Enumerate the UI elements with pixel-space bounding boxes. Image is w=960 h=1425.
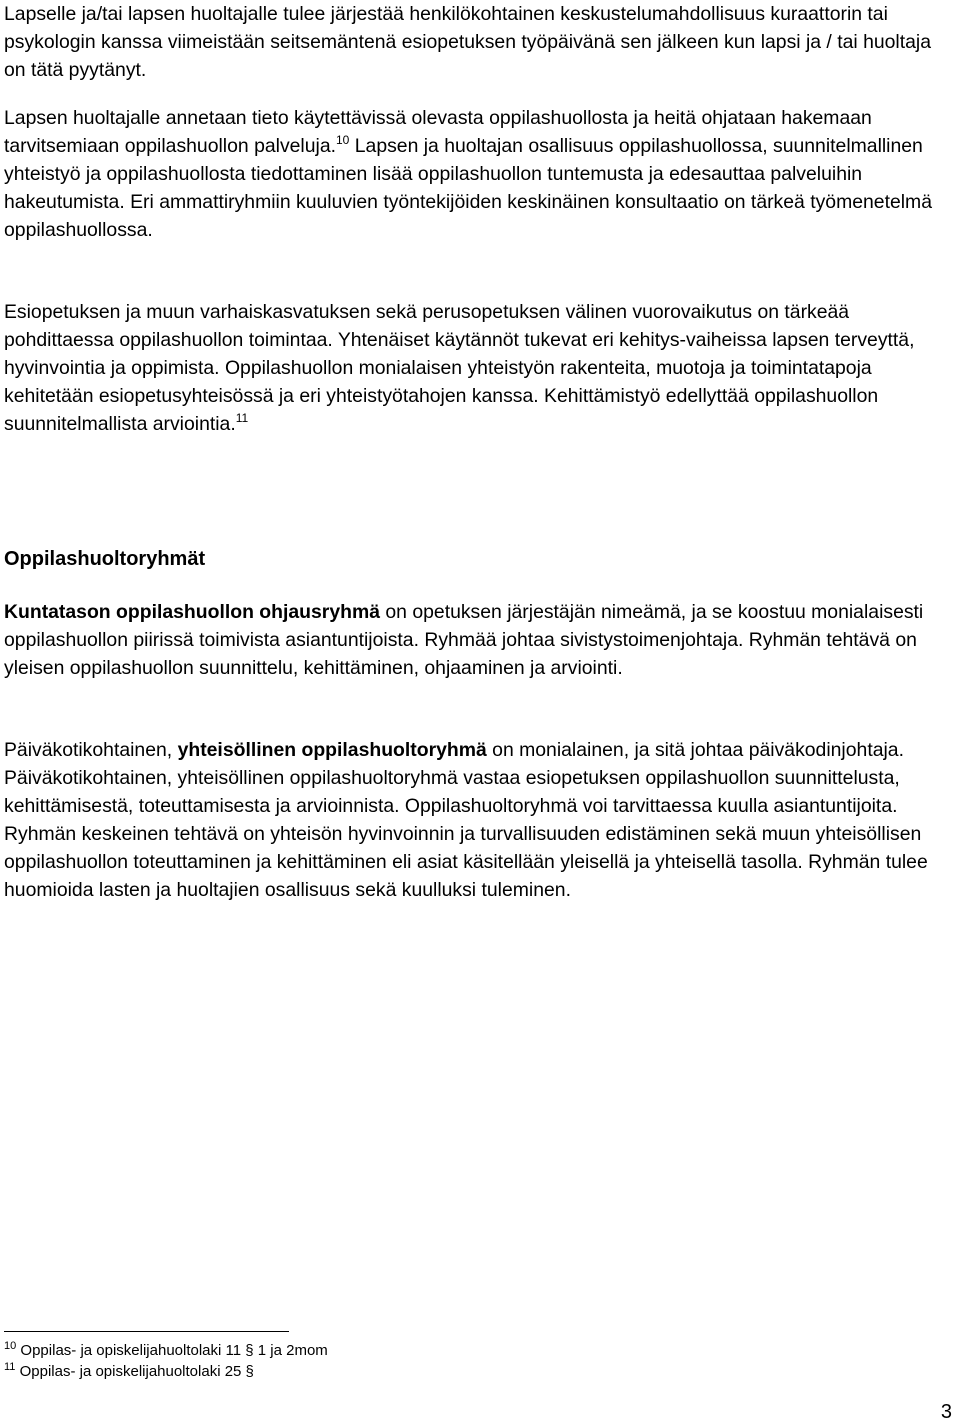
footnote: [4, 1361, 328, 1382]
paragraph-text: Päiväkotikohtainen,: [4, 739, 178, 761]
paragraph-guardian-information: [4, 104, 954, 244]
footnote-number: 10: [4, 1340, 17, 1352]
footnote: [4, 1340, 328, 1361]
paragraph-interaction: [4, 298, 954, 438]
bold-term: Kuntatason oppilashuollon ohjausryhmä: [4, 601, 380, 623]
footnote-reference: 11: [235, 411, 249, 426]
footnote-text: Oppilas- ja opiskelijahuoltolaki 11 § 1 ja 2mom: [20, 1342, 328, 1359]
page-number: 3: [940, 1401, 952, 1423]
paragraph-consultation-right: [4, 0, 954, 84]
paragraph-text: Lapsen ja huoltajan osallisuus oppilashuollossa, suunnitelmallinen yhteistyö ja oppilashuollosta tiedottaminen lisää oppilashuollon tuntemusta ja edesauttaa palveluihin hakeutumista. Eri ammattiryhmiin kuuluvien työntekijöiden keskinäinen konsultaatio on tärkeä työmenetelmä oppilashuollossa.: [4, 135, 932, 242]
paragraph-steering-group: [4, 598, 954, 682]
footnote-text: Oppilas- ja opiskelijahuoltolaki 25 §: [19, 1363, 254, 1380]
bold-term: yhteisöllinen oppilashuoltoryhmä: [177, 739, 487, 761]
paragraph-text: Lapsen huoltajalle annetaan tieto käytettävissä olevasta oppilashuollosta ja heitä ohjataan hakemaan tarvitsemiaan oppilashuollon palveluja.: [4, 107, 872, 158]
paragraph-text: on opetuksen järjestäjän nimeämä, ja se koostuu monialaisesti oppilashuollon piirissä toimivista asiantuntijoista. Ryhmää johtaa sivistystoimenjohtaja. Ryhmän tehtävä on yleisen oppilashuollon suunnittelu, kehittäminen, ohjaaminen ja arviointi.: [4, 601, 924, 680]
footnote-number: 11: [4, 1361, 16, 1373]
footnotes: [4, 1340, 328, 1382]
section-heading: Oppilashuoltoryhmät: [4, 548, 206, 570]
footnote-reference: 10: [336, 133, 350, 148]
paragraph-community-group: [4, 736, 954, 905]
paragraph-text: Esiopetuksen ja muun varhaiskasvatuksen sekä perusopetuksen välinen vuorovaikutus on tärkeää pohdittaessa oppilashuollon toimintaa. Yhtenäiset käytännöt tukevat eri kehitys-vaiheissa lapsen terveyttä, hyvinvointia ja oppimista. Oppilashuollon monialaisen yhteistyön rakenteita, muotoja ja toimintatapoja kehitetään esiopetusyhteisössä ja eri yhteistyötahojen kanssa. Kehittämistyö edellyttää oppilashuollon suunnitelmallista arviointia.: [4, 301, 915, 436]
footnote-divider: [4, 1331, 289, 1332]
paragraph-text: on monialainen, ja sitä johtaa päiväkodinjohtaja. Päiväkotikohtainen, yhteisöllinen oppilashuoltoryhmä vastaa esiopetuksen oppilashuollon suunnittelusta, kehittämisestä, toteuttamisesta ja arvioinnista. Oppilashuoltoryhmä voi tarvittaessa kuulla asiantuntijoita. Ryhmän keskeinen tehtävä on yhteisön hyvinvoinnin ja turvallisuuden edistäminen sekä muun yhteisöllisen oppilashuollon toteuttaminen ja kehittäminen eli asiat käsitellään yleisellä ja yhteisellä tasolla. Ryhmän tulee huomioida lasten ja huoltajien osallisuus sekä kuulluksi tuleminen.: [4, 739, 928, 902]
paragraph-text: Lapselle ja/tai lapsen huoltajalle tulee järjestää henkilökohtainen keskustelumahdollisuus kuraattorin tai psykologin kanssa viimeistään seitsemäntenä esiopetuksen työpäivänä sen jälkeen kun lapsi ja / tai huoltaja on tätä pyytänyt.: [4, 3, 932, 82]
